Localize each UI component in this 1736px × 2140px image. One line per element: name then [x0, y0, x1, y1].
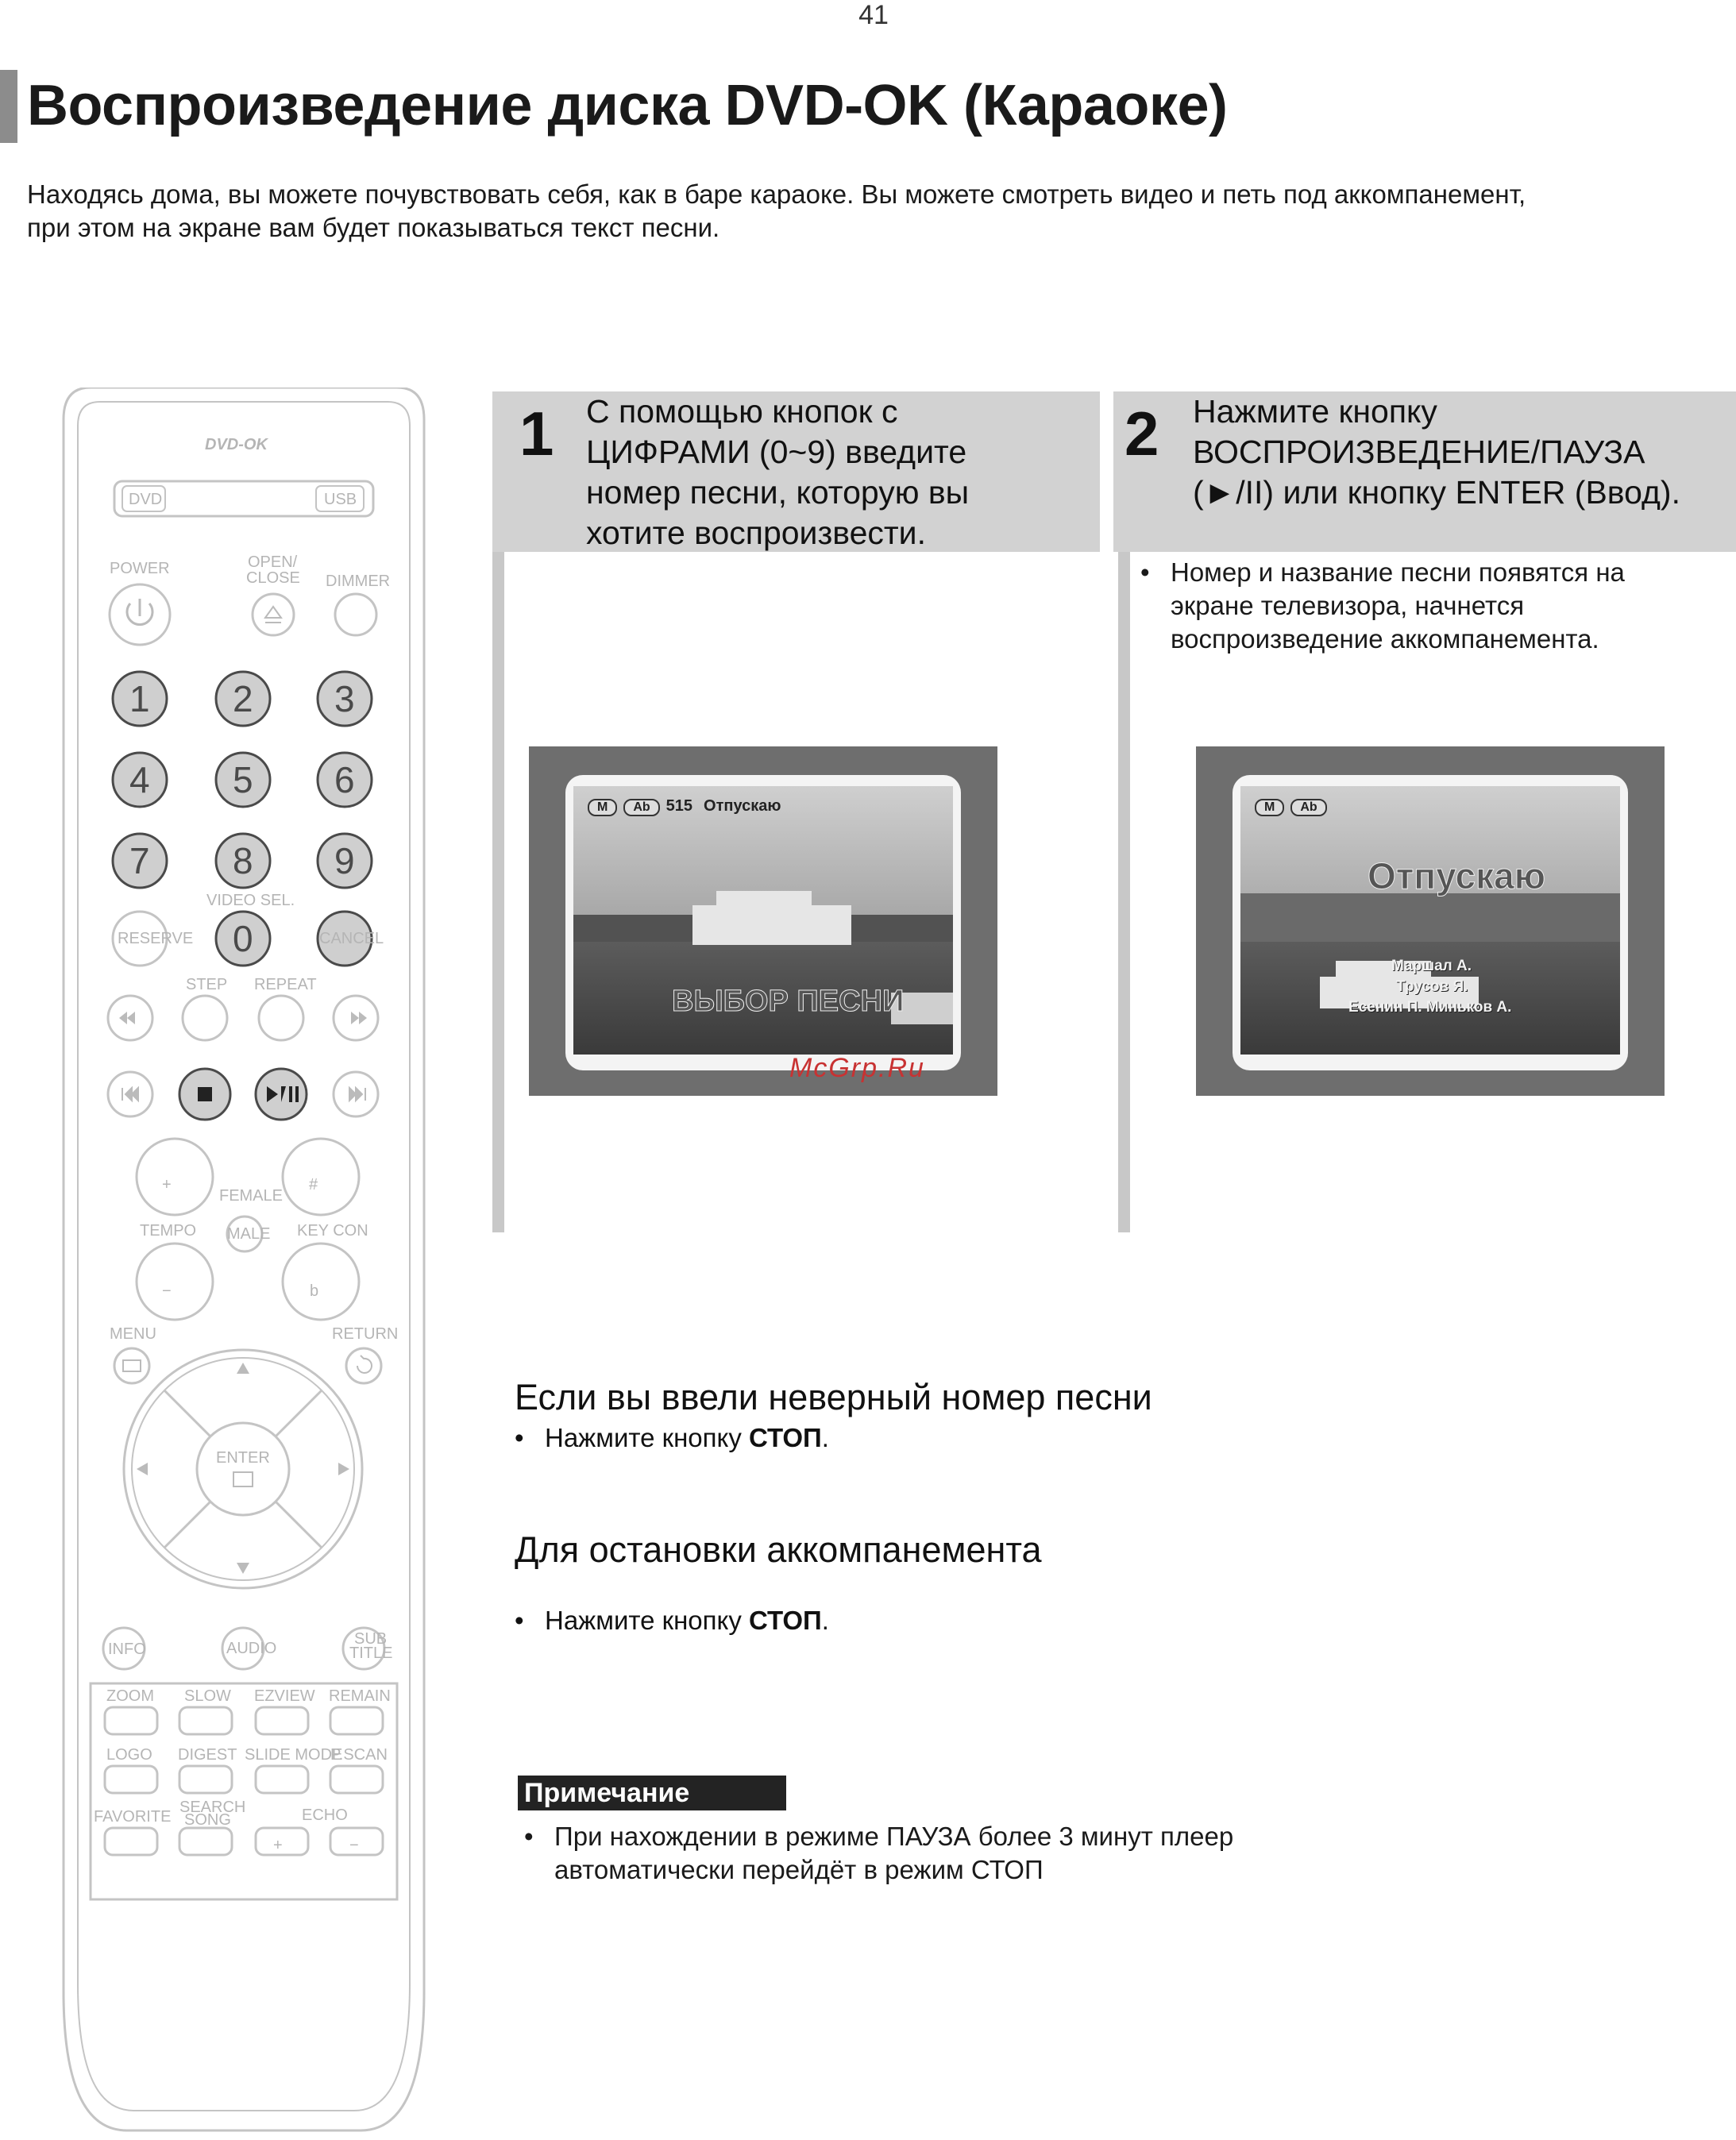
enter-button[interactable]: [197, 1423, 289, 1515]
reserve-label: RESERVE: [118, 930, 194, 947]
ship-deck-shape: [716, 891, 812, 907]
stop-icon: [198, 1087, 212, 1101]
repeat-label: REPEAT: [254, 976, 317, 993]
digit-6-label: 6: [334, 759, 355, 800]
tempo-up-label: +: [162, 1176, 172, 1193]
step-2-line: ВОСПРОИЗВЕДЕНИЕ/ПАУЗА: [1193, 434, 1645, 470]
key-down-label: b: [310, 1282, 319, 1300]
osd-credit-line: Есенин П. Миньков А.: [1348, 999, 1512, 1016]
stop-accompaniment-bullet: [515, 1606, 1736, 1636]
stop-keyword: СТОП: [749, 1423, 822, 1452]
digest-button[interactable]: [179, 1766, 232, 1793]
ezview-button[interactable]: [256, 1707, 308, 1734]
step-2-panel: [1113, 391, 1736, 552]
step-1-line: С помощью кнопок с: [586, 393, 898, 430]
slide-mode-button[interactable]: [256, 1766, 308, 1793]
page-title: Воспроизведение диска DVD-OK (Караоке): [27, 74, 1228, 137]
step-2-text: [1193, 391, 1680, 513]
digit-2-label: 2: [233, 678, 253, 719]
digit-9-label: 9: [334, 840, 355, 881]
key-up-label: #: [309, 1176, 318, 1193]
remote-logo: DVD-OK: [205, 436, 268, 453]
page-number: 41: [858, 0, 889, 30]
female-label: FEMALE: [219, 1187, 284, 1205]
rewind-icon: [119, 1012, 135, 1024]
note-line: автоматически перейдёт в режим СТОП: [554, 1855, 1044, 1884]
digit-1-label: 1: [129, 678, 150, 719]
step-2-bullet-line: • Номер и название песни появятся на: [1171, 557, 1625, 587]
step-1-line: хотите воспроизвести.: [586, 515, 926, 551]
digit-5-label: 5: [233, 759, 253, 800]
next-icon: [349, 1088, 365, 1101]
osd-header: [1255, 797, 1333, 816]
step-2-number: 2: [1125, 399, 1159, 468]
step-2-bullet-line: экране телевизора, начнется: [1171, 591, 1525, 620]
zoom-button[interactable]: [105, 1707, 157, 1734]
osd-ab-badge: Ab: [1290, 799, 1326, 816]
digit-3-label: 3: [334, 678, 355, 719]
open-close-label-2: CLOSE: [246, 569, 300, 587]
dimmer-button[interactable]: [335, 594, 376, 635]
step-1-line: номер песни, которую вы: [586, 474, 970, 511]
repeat-button[interactable]: [259, 996, 303, 1040]
digit-8-label: 8: [233, 840, 253, 881]
ship-shape: [692, 905, 851, 945]
tempo-label: TEMPO: [140, 1222, 197, 1240]
tv-frame: [565, 775, 961, 1070]
digit-0-label: 0: [233, 918, 253, 959]
logo-button[interactable]: [105, 1766, 157, 1793]
osd-song-title-caption: Отпускаю: [1368, 855, 1546, 896]
step-1-side-rule: [492, 552, 504, 1232]
fast-forward-icon: [351, 1012, 367, 1024]
return-icon: [357, 1355, 372, 1373]
wrong-number-bullet: [515, 1423, 1736, 1453]
note-line: • При нахождении в режиме ПАУЗА более 3 минут плеер: [554, 1822, 1234, 1851]
intro-text: [27, 178, 1703, 245]
osd-credit-line: Трусов Я.: [1396, 978, 1468, 995]
step-2-bullet: [1140, 556, 1696, 656]
video-sel-label: VIDEO SEL.: [206, 892, 295, 909]
wrong-number-heading: Если вы ввели неверный номер песни: [515, 1377, 1152, 1417]
step-button[interactable]: [183, 996, 227, 1040]
osd-header: [588, 797, 781, 816]
remain-label: REMAIN: [329, 1687, 391, 1705]
bullet-punct: .: [821, 1606, 829, 1635]
bullet-punct: .: [821, 1423, 829, 1452]
tv-picture: [573, 786, 953, 1055]
cancel-label: CANCEL: [319, 930, 384, 947]
digit-7-label: 7: [129, 840, 150, 881]
osd-credit-line: Маршал А.: [1391, 958, 1472, 974]
power-label: POWER: [110, 560, 170, 577]
osd-ab-badge: Ab: [623, 799, 659, 816]
key-down-button[interactable]: [283, 1244, 359, 1320]
osd-mode-badge: M: [1255, 799, 1284, 816]
usb-mode-label: USB: [324, 491, 357, 508]
title-accent-bar: [0, 70, 17, 143]
step-1-line: ЦИФРАМИ (0~9) введите: [586, 434, 967, 470]
bullet-text: Нажмите кнопку: [545, 1606, 750, 1635]
up-arrow-icon[interactable]: [237, 1363, 249, 1374]
enter-label: ENTER: [216, 1449, 270, 1467]
left-arrow-icon[interactable]: [137, 1463, 148, 1475]
open-close-label-1: OPEN/: [248, 553, 298, 571]
favorite-label: FAVORITE: [94, 1808, 172, 1826]
search-song-label-2: SONG: [184, 1811, 231, 1829]
step-label: STEP: [186, 976, 228, 993]
info-label: INFO: [108, 1641, 146, 1658]
subtitle-label-2: TITLE: [349, 1645, 393, 1662]
tempo-down-button[interactable]: [137, 1244, 213, 1320]
search-song-label-1: SEARCH: [179, 1799, 246, 1816]
pscan-label: P.SCAN: [330, 1746, 388, 1764]
return-button[interactable]: [346, 1348, 381, 1383]
right-arrow-icon[interactable]: [338, 1463, 349, 1475]
echo-down-label: −: [349, 1837, 359, 1854]
tv-screen-song-select: [529, 746, 997, 1096]
stop-keyword: СТОП: [749, 1606, 822, 1635]
zoom-label: ZOOM: [106, 1687, 154, 1705]
note-label: Примечание: [518, 1776, 786, 1810]
key-con-label: KEY CON: [297, 1222, 368, 1240]
menu-button[interactable]: [114, 1348, 149, 1383]
navigation-pad: [124, 1350, 362, 1588]
remote-control-illustration: [59, 388, 429, 2134]
enter-icon: [233, 1472, 253, 1486]
eject-icon: [265, 607, 281, 623]
audio-label: AUDIO: [226, 1640, 277, 1657]
bullet-text: Нажмите кнопку: [545, 1423, 750, 1452]
return-label: RETURN: [332, 1325, 399, 1343]
pscan-button[interactable]: [330, 1766, 383, 1793]
previous-icon: [122, 1088, 138, 1101]
step-2-side-rule: [1118, 552, 1130, 1232]
key-up-button[interactable]: [283, 1139, 359, 1215]
step-2-line: Нажмите кнопку: [1193, 393, 1437, 430]
echo-label: ECHO: [302, 1806, 348, 1824]
power-icon: [127, 599, 152, 625]
step-2-bullet-line: воспроизведение аккомпанемента.: [1171, 624, 1599, 654]
logo-label: LOGO: [106, 1746, 152, 1764]
osd-mode-badge: M: [588, 799, 617, 816]
dimmer-label: DIMMER: [326, 573, 391, 590]
menu-label: MENU: [110, 1325, 156, 1343]
osd-song-number: 515: [665, 797, 693, 815]
favorite-button[interactable]: [105, 1828, 157, 1855]
note-text: [524, 1820, 1398, 1887]
menu-icon: [123, 1360, 141, 1371]
watermark: McGrp.Ru: [789, 1053, 925, 1083]
remain-button[interactable]: [330, 1707, 383, 1734]
intro-line-2: при этом на экране вам будет показываться текст песни.: [27, 213, 720, 242]
osd-song-name: Отпускаю: [704, 797, 781, 815]
tempo-up-button[interactable]: [137, 1139, 213, 1215]
tv-screen-playback: [1196, 746, 1665, 1096]
slow-label: SLOW: [184, 1687, 231, 1705]
stop-accompaniment-heading: Для остановки аккомпанемента: [515, 1529, 1042, 1570]
subtitle-label-1: SUB: [354, 1630, 388, 1648]
male-label: MALE: [227, 1225, 271, 1243]
dvd-mode-label: DVD: [129, 491, 163, 508]
intro-line-1: Находясь дома, вы можете почувствовать себя, как в баре караоке. Вы можете смотреть видео и петь под аккомпанемент,: [27, 179, 1526, 209]
tv-picture: [1240, 786, 1620, 1055]
tempo-down-label: −: [162, 1282, 172, 1300]
digest-label: DIGEST: [178, 1746, 237, 1764]
down-arrow-icon[interactable]: [237, 1563, 249, 1574]
osd-song-select-caption: ВЫБОР ПЕСНИ: [672, 985, 905, 1018]
search-song-button[interactable]: [179, 1828, 232, 1855]
open-close-button[interactable]: [253, 594, 294, 635]
slide-mode-label: SLIDE MODE: [245, 1746, 343, 1764]
step-1-panel: [492, 391, 1100, 552]
slow-button[interactable]: [179, 1707, 232, 1734]
tv-frame: [1233, 775, 1628, 1070]
step-1-text: [586, 391, 969, 553]
step-2-line: (►/II) или кнопку ENTER (Ввод).: [1193, 474, 1680, 511]
echo-up-label: +: [273, 1837, 283, 1854]
digit-4-label: 4: [129, 759, 150, 800]
step-1-number: 1: [519, 399, 554, 468]
ezview-label: EZVIEW: [254, 1687, 315, 1705]
